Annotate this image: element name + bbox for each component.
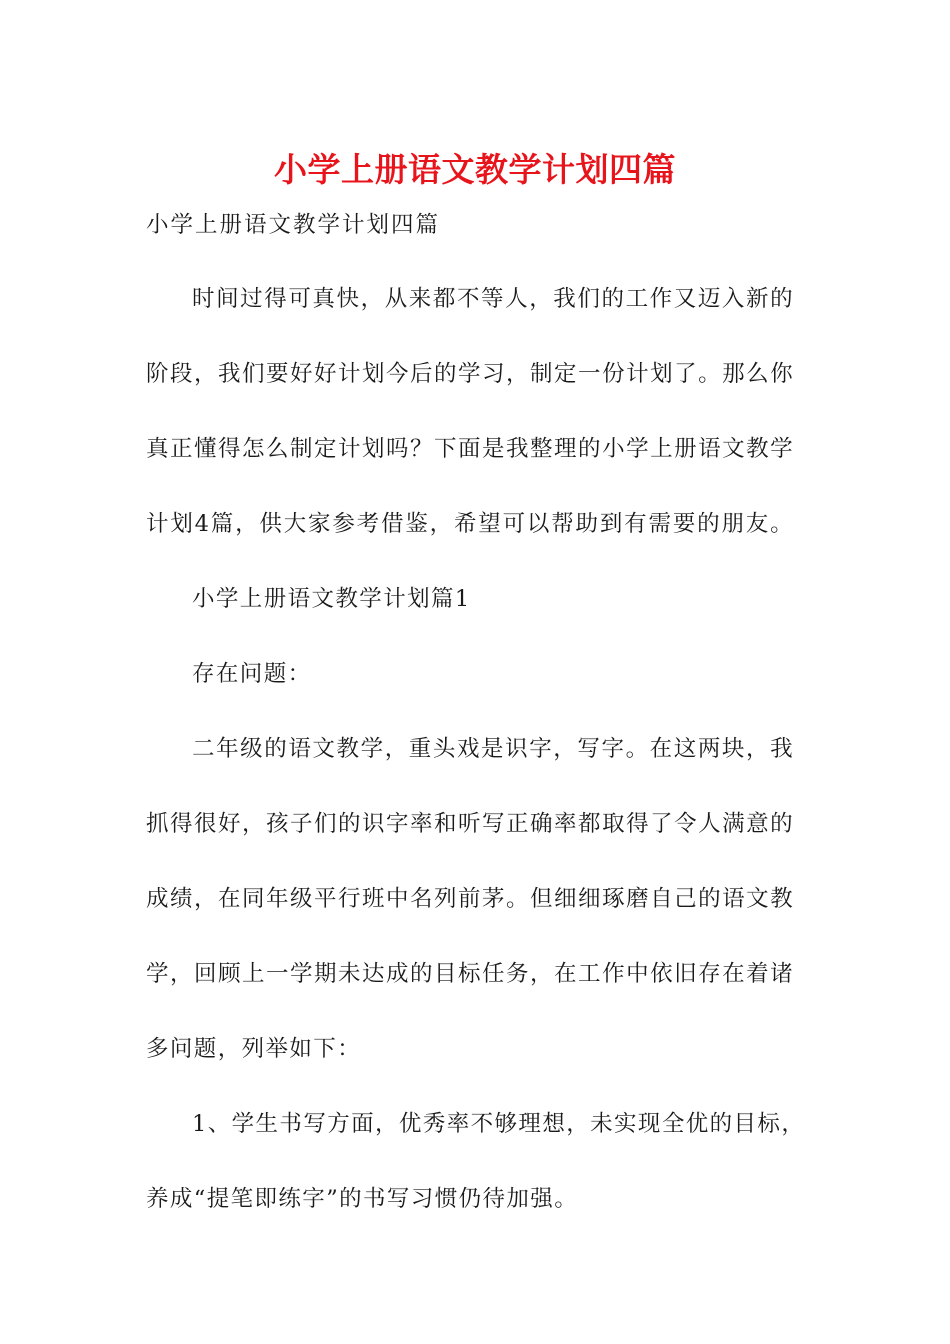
paragraph-line: 成绩，在同年级平行班中名列前茅。但细细琢磨自己的语文教 xyxy=(146,886,794,912)
problems-label-paragraph xyxy=(146,637,794,712)
document-subtitle: 小学上册语文教学计划四篇 xyxy=(146,212,441,238)
problems-paragraph xyxy=(146,712,794,1087)
paragraph-line: 抓得很好，孩子们的识字率和听写正确率都取得了令人满意的 xyxy=(146,811,794,837)
paragraph-line: 1、学生书写方面，优秀率不够理想，未实现全优的目标， xyxy=(192,1111,806,1137)
paragraph-line: 阶段，我们要好好计划今后的学习，制定一份计划了。那么你 xyxy=(146,361,794,387)
document-title: 小学上册语文教学计划四篇 xyxy=(274,150,676,189)
paragraph-line: 二年级的语文教学，重头戏是识字，写字。在这两块，我 xyxy=(192,736,794,762)
intro-paragraph xyxy=(146,262,794,562)
paragraph-line: 多问题，列举如下： xyxy=(146,1036,362,1062)
paragraph-line: 时间过得可真快，从来都不等人，我们的工作又迈入新的 xyxy=(192,286,794,312)
item-one-paragraph xyxy=(146,1087,806,1237)
paragraph-line: 学，回顾上一学期未达成的目标任务，在工作中依旧存在着诸 xyxy=(146,961,794,987)
paragraph-line: 真正懂得怎么制定计划吗？下面是我整理的小学上册语文教学 xyxy=(146,436,794,462)
paragraph-line: 养成“提笔即练字”的书写习惯仍待加强。 xyxy=(146,1186,579,1212)
section-heading: 小学上册语文教学计划篇1 xyxy=(192,586,471,612)
section-heading-paragraph xyxy=(146,562,794,637)
problems-label: 存在问题： xyxy=(192,661,312,687)
paragraph-line: 计划4篇，供大家参考借鉴，希望可以帮助到有需要的朋友。 xyxy=(146,511,794,537)
